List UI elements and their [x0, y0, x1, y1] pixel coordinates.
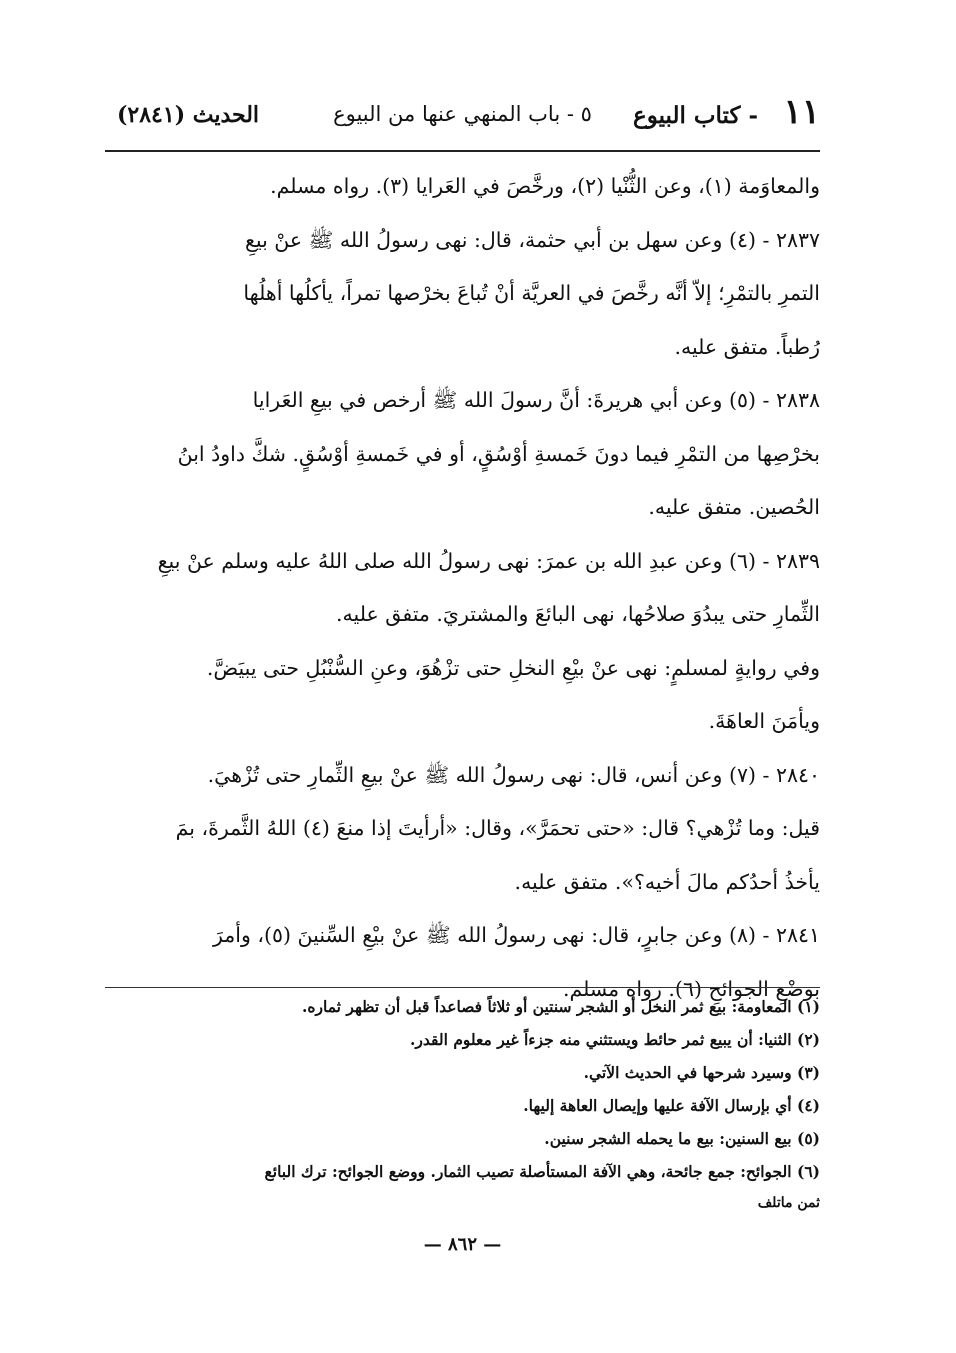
page-number: — ٨٦٢ —: [423, 1234, 502, 1255]
footnote-2: (٢) الثنيا: أن يبيع ثمر حائط ويستثني منه جزءاً غير معلوم القدر.: [410, 1030, 820, 1049]
text-line: وفي روايةٍ لمسلمٍ: نهى عنْ بيْعِ النخلِ حتى تزْهُوَ، وعنِ السُّنْبُلِ حتى يبيَضَّ.: [206, 655, 820, 680]
footnotes: [105, 990, 820, 1218]
footnote-5: (٥) بيع السنين: بيع ما يحمله الشجر سنين.: [544, 1129, 820, 1148]
hadith-2839-line: ٢٨٣٩ - (٦) وعن عبدِ الله بن عمرَ: نهى رسولُ الله صلى اللهُ عليه وسلم عنْ بيعِ: [157, 548, 820, 573]
footnote-6-continuation: ثمن ماتلف: [757, 1195, 820, 1211]
text-line: والمعاوَمة (١)، وعن الثُّنْيا (٢)، ورخَّصَ في العَرايا (٣). رواه مسلم.: [270, 174, 820, 198]
book-page: [105, 90, 820, 1290]
footnote-divider: [105, 987, 820, 988]
chapter-title: ٥ - باب المنهي عنها من البيوع: [333, 102, 592, 126]
hadith-2838-line: ٢٨٣٨ - (٥) وعن أبي هريرةَ: أنَّ رسولَ الله ﷺ أرخص في بيعِ العَرايا: [252, 388, 820, 412]
text-line: قيل: وما تُزْهي؟ قال: «حتى تحمَرَّ»، وقال: «أرأيتَ إذا منعَ (٤) اللهُ الثَّمرةَ، بمَ: [175, 816, 820, 840]
footnote-1: (١) المعاومة: بيع ثمر النخل أو الشجر سنتين أو ثلاثاً فصاعداً قبل أن تظهر ثماره.: [302, 997, 820, 1016]
book-number: ١١: [783, 92, 820, 132]
book-title: - كتاب البيوع: [633, 102, 758, 129]
hadith-range: الحديث (٢٨٤١): [117, 102, 260, 128]
footnote-4: (٤) أي بإرسال الآفة عليها وإيصال العاهة إليها.: [523, 1096, 820, 1115]
text-line: الحُصين. متفق عليه.: [648, 495, 820, 519]
text-line: الثِّمارِ حتى يبدُوَ صلاحُها، نهى البائعَ والمشتريَ. متفق عليه.: [336, 602, 820, 626]
text-line: بخرْصِها من التمْرِ فيما دونَ خَمسةِ أوْسُقٍ، أو في خَمسةِ أوْسُقٍ. شكَّ داودُ ابنُ: [177, 441, 820, 466]
running-header: [105, 90, 820, 152]
text-line: ويأمَنَ العاهَةَ.: [708, 709, 820, 733]
footnote-3: (٣) وسيرد شرحها في الحديث الآتي.: [583, 1063, 820, 1082]
footnote-6: (٦) الجوائح: جمع جائحة، وهي الآفة المستأصلة تصيب الثمار. ووضع الجوائح: ترك البائع: [264, 1162, 820, 1181]
hadith-2841-line: ٢٨٤١ - (٨) وعن جابرٍ، قال: نهى رسولُ الله ﷺ عنْ بيْعِ السِّنينَ (٥)، وأمرَ: [212, 923, 820, 947]
hadith-2840-line: ٢٨٤٠ - (٧) وعن أنس، قال: نهى رسولُ الله ﷺ عنْ بيعِ الثِّمارِ حتى تُزْهيَ.: [207, 762, 820, 787]
text-line: رُطباً. متفق عليه.: [674, 334, 820, 359]
text-line: يأخذُ أحدُكم مالَ أخيه؟». متفق عليه.: [514, 869, 820, 894]
hadith-2837-line: ٢٨٣٧ - (٤) وعن سهل بن أبي حثمة، قال: نهى رسولُ الله ﷺ عنْ بيعِ: [244, 227, 820, 252]
main-text: [105, 160, 820, 1016]
text-line: التمرِ بالتمْرِ؛ إلاّ أنَّه رخَّصَ في العريَّة أنْ تُباعَ بخرْصها تمراً، يأكلُها أهلُها: [243, 281, 820, 305]
text-line: بوضْعِ الجوائحِ (٦). رواه مسلم.: [562, 976, 820, 1001]
